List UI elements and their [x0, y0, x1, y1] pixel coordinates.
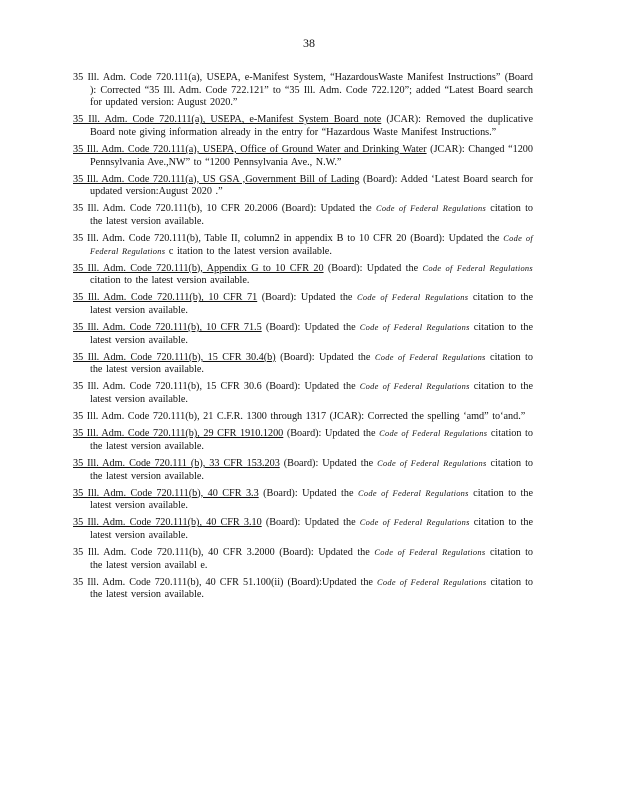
entry-text: (Board): Updated the [323, 262, 423, 274]
entry-text: (Board): Updated the [258, 487, 358, 499]
entry-tail: citation to the latest version available. [90, 381, 533, 406]
underlined-citation: 35 Ill. Adm. Code 720.111(a), USEPA, e-Manifest System Board note [73, 114, 382, 126]
errata-list [73, 72, 533, 606]
cfr-title: Code of Federal Regulations [374, 352, 486, 362]
list-item [73, 233, 533, 258]
entry-tail: citation to the latest version available. [90, 487, 533, 512]
entry-tail: citation to the latest version available. [90, 292, 533, 316]
list-item [73, 428, 533, 453]
underlined-citation: 35 Ill. Adm. Code 720.111(b), 40 CFR 3.3 [73, 487, 259, 499]
cfr-title: Code of Federal Regulations [359, 323, 470, 333]
entry-text: (Board): Updated the [261, 517, 360, 529]
cfr-title: Code of Federal Regulations [375, 204, 487, 214]
list-item [73, 203, 533, 228]
entry-text: 35 Ill. Adm. Code 720.111(b), 40 CFR 3.2000 (Board): Updated the [73, 547, 375, 558]
list-item [73, 488, 533, 513]
entry-tail: citation to the latest version available. [90, 428, 533, 452]
cfr-title: Code of Federal Regulations [359, 382, 470, 392]
entry-tail: citation to the latest version availabl e. [90, 547, 534, 571]
cfr-title: Code of Federal Regulations [422, 263, 533, 273]
list-item [73, 517, 533, 542]
entry-text: 35 Ill. Adm. Code 720.111(b), 40 CFR 51.100(ii) (Board):Updated the [73, 576, 377, 588]
entry-text: (Board): Added ‘Latest Board search for updated version:August 2020 .” [90, 173, 534, 198]
entry-tail: citation to the latest version available. [90, 203, 534, 227]
underlined-citation: 35 Ill. Adm. Code 720.111(b), 29 CFR 1910.1200 [73, 428, 284, 440]
list-item [73, 263, 533, 288]
list-item [73, 577, 533, 602]
entry-text: 35 Ill. Adm. Code 720.111(b), 15 CFR 30.6 (Board): Updated the [73, 381, 360, 393]
entry-text: (Board): Updated the [279, 457, 378, 469]
underlined-citation: 35 Ill. Adm. Code 720.111(a), USEPA, Office of Ground Water and Drinking Water [73, 143, 427, 155]
entry-tail: citation to the latest version available. [90, 576, 533, 601]
entry-text: 35 Ill. Adm. Code 720.111(b), 21 C.F.R. 1300 through 1317 (JCAR): Corrected the spelling ‘amd” to‘and.” [73, 411, 526, 423]
underlined-citation: 35 Ill. Adm. Code 720.111(b), Appendix G to 10 CFR 20 [73, 262, 324, 274]
list-item [73, 547, 533, 572]
cfr-title: Code of Federal Regulations [374, 548, 486, 557]
entry-text: (Board): Updated the [283, 428, 380, 440]
entry-text: 35 Ill. Adm. Code 720.111(b), 10 CFR 20.2006 (Board): Updated the [73, 203, 376, 215]
underlined-citation: 35 Ill. Adm. Code 720.111(b), 15 CFR 30.4(b) [73, 351, 276, 363]
list-item [73, 292, 533, 317]
entry-text: (JCAR): Removed the duplicative Board note giving information already in the entry for “Hazardous Waste Manifest Instructions.” [90, 114, 533, 138]
underlined-citation: 35 Ill. Adm. Code 720.111(b), 40 CFR 3.10 [73, 517, 262, 529]
list-item [73, 174, 533, 199]
cfr-title: Code of Federal Regulations [359, 518, 470, 528]
list-item [73, 114, 533, 139]
entry-text: (Board): Updated the [257, 292, 358, 304]
entry-text: (Board): Updated the [261, 322, 360, 334]
entry-tail: citation to the latest version available. [90, 517, 533, 541]
list-item [73, 411, 533, 424]
list-item [73, 72, 533, 110]
entry-text: (Board): Updated the [275, 351, 375, 363]
cfr-title: Code of Federal Regulations [357, 293, 469, 303]
cfr-title: Code of Federal Regulations [90, 234, 533, 256]
underlined-citation: 35 Ill. Adm. Code 720.111(b), 10 CFR 71 [73, 292, 258, 304]
list-item [73, 381, 533, 406]
entry-text: 35 Ill. Adm. Code 720.111(b), Table II, column2 in appendix B to 10 CFR 20 (Board): Updated the [73, 233, 504, 245]
cfr-title: Code of Federal Regulations [357, 488, 469, 498]
underlined-citation: 35 Ill. Adm. Code 720.111(b), 10 CFR 71.5 [73, 322, 262, 334]
cfr-title: Code of Federal Regulations [379, 429, 488, 439]
list-item [73, 144, 533, 169]
entry-text: 35 Ill. Adm. Code 720.111(a), USEPA, e-Manifest System, “HazardousWaste Manifest Instructions” (Board ): Corrected “35 Ill. Adm. Code 722.121” to “35 Ill. Adm. Code 722.120”; added “Latest Board search for updated version: August 2020.” [73, 72, 533, 109]
underlined-citation: 35 Ill. Adm. Code 720.111 (b), 33 CFR 153.203 [73, 457, 280, 469]
entry-text: (JCAR): Changed “1200 Pennsylvania Ave.,NW” to “1200 Pennsylvania Ave., N.W.” [90, 143, 533, 168]
list-item [73, 352, 533, 377]
cfr-title: Code of Federal Regulations [377, 458, 487, 468]
list-item [73, 322, 533, 347]
list-item [73, 458, 533, 483]
page-number: 38 [303, 36, 315, 50]
entry-tail: citation to the latest version available. [90, 457, 533, 482]
underlined-citation: 35 Ill. Adm. Code 720.111(a), US GSA ,Government Bill of Lading [73, 173, 360, 185]
cfr-title: Code of Federal Regulations [376, 577, 487, 587]
entry-tail: citation to the latest version available. [90, 322, 533, 346]
entry-tail: citation to the latest version available. [90, 351, 533, 376]
entry-tail: c itation to the latest version available. [165, 245, 332, 257]
entry-tail: citation to the latest version available. [90, 275, 250, 287]
